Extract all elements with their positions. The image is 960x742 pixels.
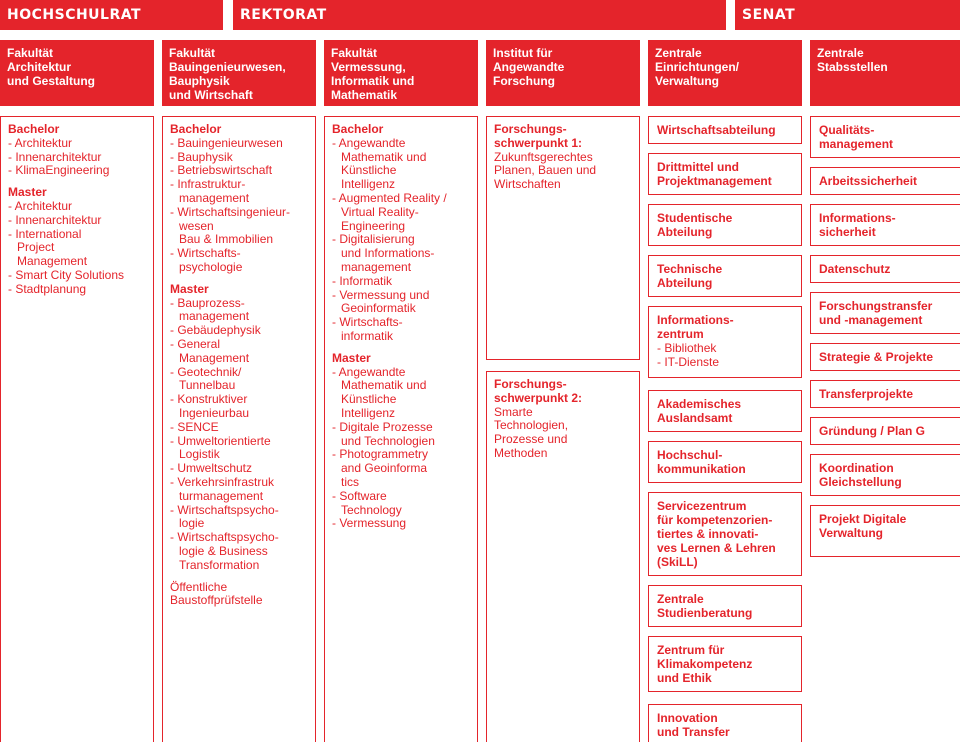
unit-zentrum-klimakompetenz [648, 636, 802, 692]
research-focus-1 [486, 116, 640, 360]
unit-hochschulkommunikation [648, 441, 802, 483]
master-section [170, 283, 308, 573]
unit-label: Zentrum für Klimakompetenz und Ethik [657, 643, 753, 685]
senat-label: SENAT [742, 7, 796, 23]
staff-arbeitssicherheit: Arbeitssicherheit [810, 167, 960, 195]
program-item: - Innenarchitektur [8, 212, 102, 227]
unit-label: Studentische Abteilung [657, 211, 733, 239]
staff-qualitaetsmanagement: Qualitäts- management [810, 116, 960, 158]
program-item: - Konstruktiver Ingenieurbau [170, 392, 250, 420]
column-header-institut-forschung: Institut für Angewandte Forschung [486, 40, 640, 106]
unit-sublist: - Bibliothek - IT-Dienste [657, 341, 720, 369]
program-item: - International Project Management [8, 226, 88, 269]
program-item: - Gebäudephysik [170, 323, 261, 338]
program-item: - Wirtschaftsingenieur- wesen Bau & Immobilien [170, 204, 291, 247]
program-item: - Wirtschafts- psychologie [170, 246, 243, 274]
baustoffpruefstelle-note: Öffentliche Baustoffprüfstelle [170, 579, 263, 608]
program-item: - Umweltorientierte Logistik [170, 433, 271, 462]
bachelor-heading: Bachelor [170, 122, 222, 136]
unit-informationszentrum [648, 306, 802, 378]
bachelor-section [8, 123, 146, 178]
research-focus-title: Forschungs- schwerpunkt 2: [494, 377, 583, 405]
unit-label: Drittmittel und Projektmanagement [657, 160, 772, 188]
unit-innovation-transfer [648, 704, 802, 742]
research-focus-body: Smarte Technologien, Prozesse und Methoden [494, 404, 569, 460]
unit-label: Akademisches Auslandsamt [657, 397, 742, 425]
program-item: - Smart City Solutions [8, 267, 125, 282]
master-section [332, 352, 470, 531]
program-item: - Bauphysik [170, 149, 233, 164]
column-header-fakultaet-architektur: Fakultät Architektur und Gestaltung [0, 40, 154, 106]
staff-projekt-digitale-verwaltung: Projekt Digitale Verwaltung [810, 505, 960, 557]
program-item: - Architektur [8, 198, 73, 213]
master-heading: Master [332, 350, 371, 365]
program-item: - Verkehrsinfrastruk turmanagement [170, 474, 275, 503]
program-item: - Geotechnik/ Tunnelbau [170, 364, 242, 393]
faculty-vermessung-programs [324, 116, 478, 742]
unit-akademisches-auslandsamt [648, 390, 802, 432]
bachelor-heading: Bachelor [332, 122, 384, 136]
program-item: - Umweltschutz [170, 461, 253, 476]
staff-koordination-gleichstellung: Koordination Gleichstellung [810, 454, 960, 496]
unit-servicezentrum-skill [648, 492, 802, 576]
program-item: - Stadtplanung [8, 281, 87, 296]
program-item: - Bauprozess- management [170, 295, 250, 324]
program-item: - Infrastruktur- management [170, 177, 250, 205]
senat-bar [735, 0, 960, 30]
bachelor-section [170, 123, 308, 275]
staff-transferprojekte: Transferprojekte [810, 380, 960, 408]
program-item: - Augmented Reality / Virtual Reality- Engineering [332, 190, 447, 233]
program-item: - Bauingenieurwesen [170, 135, 283, 150]
research-focus-title: Forschungs- schwerpunkt 1: [494, 122, 583, 150]
unit-label: Innovation und Transfer [657, 711, 730, 739]
hochschulrat-label: HOCHSCHULRAT [7, 7, 142, 23]
column-header-fakultaet-vermessung: Fakultät Vermessung, Informatik und Mathematik [324, 40, 478, 106]
staff-gruendung-plan-g: Gründung / Plan G [810, 417, 960, 445]
research-focus-2 [486, 371, 640, 742]
program-item: - Vermessung und Geoinformatik [332, 287, 430, 316]
program-item: - General Management [170, 336, 250, 365]
unit-technische-abteilung [648, 255, 802, 297]
staff-forschungstransfer: Forschungstransfer und -management [810, 292, 960, 334]
rektorat-bar [233, 0, 726, 30]
program-item: - Wirtschaftspsycho- logie [170, 502, 279, 531]
master-section [8, 186, 146, 296]
staff-datenschutz: Datenschutz [810, 255, 960, 283]
unit-label: Servicezentrum für kompetenzorien- tiertes & innovati- ves Lernen & Lehren (SkiLL) [657, 499, 776, 569]
program-item: - Betriebswirtschaft [170, 163, 273, 178]
unit-drittmittel [648, 153, 802, 195]
program-item: - Innenarchitektur [8, 149, 102, 164]
program-item: - Digitalisierung und Informations- management [332, 232, 435, 274]
program-item: - Wirtschafts- informatik [332, 315, 403, 343]
unit-label: Hochschul- kommunikation [657, 448, 746, 476]
bachelor-heading: Bachelor [8, 122, 60, 136]
unit-zentrale-studienberatung [648, 585, 802, 627]
program-item: - SENCE [170, 419, 219, 434]
hochschulrat-bar [0, 0, 223, 30]
unit-label: Technische Abteilung [657, 262, 723, 290]
faculty-bauingenieurwesen-programs [162, 116, 316, 742]
unit-label: Informations- zentrum [657, 313, 734, 341]
unit-label: Wirtschaftsabteilung [657, 123, 776, 137]
program-item: - Angewandte Mathematik und Künstliche Intelligenz [332, 135, 427, 192]
program-item: - Angewandte Mathematik und Künstliche Intelligenz [332, 364, 427, 420]
program-item: - KlimaEngineering [8, 163, 110, 178]
program-item: - Software Technology [332, 488, 402, 517]
rektorat-label: REKTORAT [240, 7, 327, 23]
unit-label: Zentrale Studienberatung [657, 592, 753, 620]
master-heading: Master [8, 185, 47, 200]
column-header-fakultaet-bauingenieurwesen: Fakultät Bauingenieurwesen, Bauphysik und Wirtschaft [162, 40, 316, 106]
program-item: - Wirtschaftspsycho- logie & Business Transformation [170, 530, 279, 572]
unit-wirtschaftsabteilung [648, 116, 802, 144]
staff-informationssicherheit: Informations- sicherheit [810, 204, 960, 246]
program-item: - Vermessung [332, 516, 407, 531]
faculty-architektur-programs [0, 116, 154, 742]
program-item: - Photogrammetry and Geoinforma tics [332, 447, 429, 489]
master-heading: Master [170, 281, 209, 296]
program-item: - Informatik [332, 273, 393, 288]
unit-studentische-abteilung [648, 204, 802, 246]
column-header-zentrale-einrichtungen: Zentrale Einrichtungen/ Verwaltung [648, 40, 802, 106]
research-focus-body: Zukunftsgerechtes Planen, Bauen und Wirtschaften [494, 149, 597, 192]
program-item: - Digitale Prozesse und Technologien [332, 419, 435, 448]
staff-strategie-projekte: Strategie & Projekte [810, 343, 960, 371]
column-header-zentrale-stabsstellen: Zentrale Stabsstellen [810, 40, 960, 106]
program-item: - Architektur [8, 135, 73, 150]
bachelor-section [332, 123, 470, 344]
